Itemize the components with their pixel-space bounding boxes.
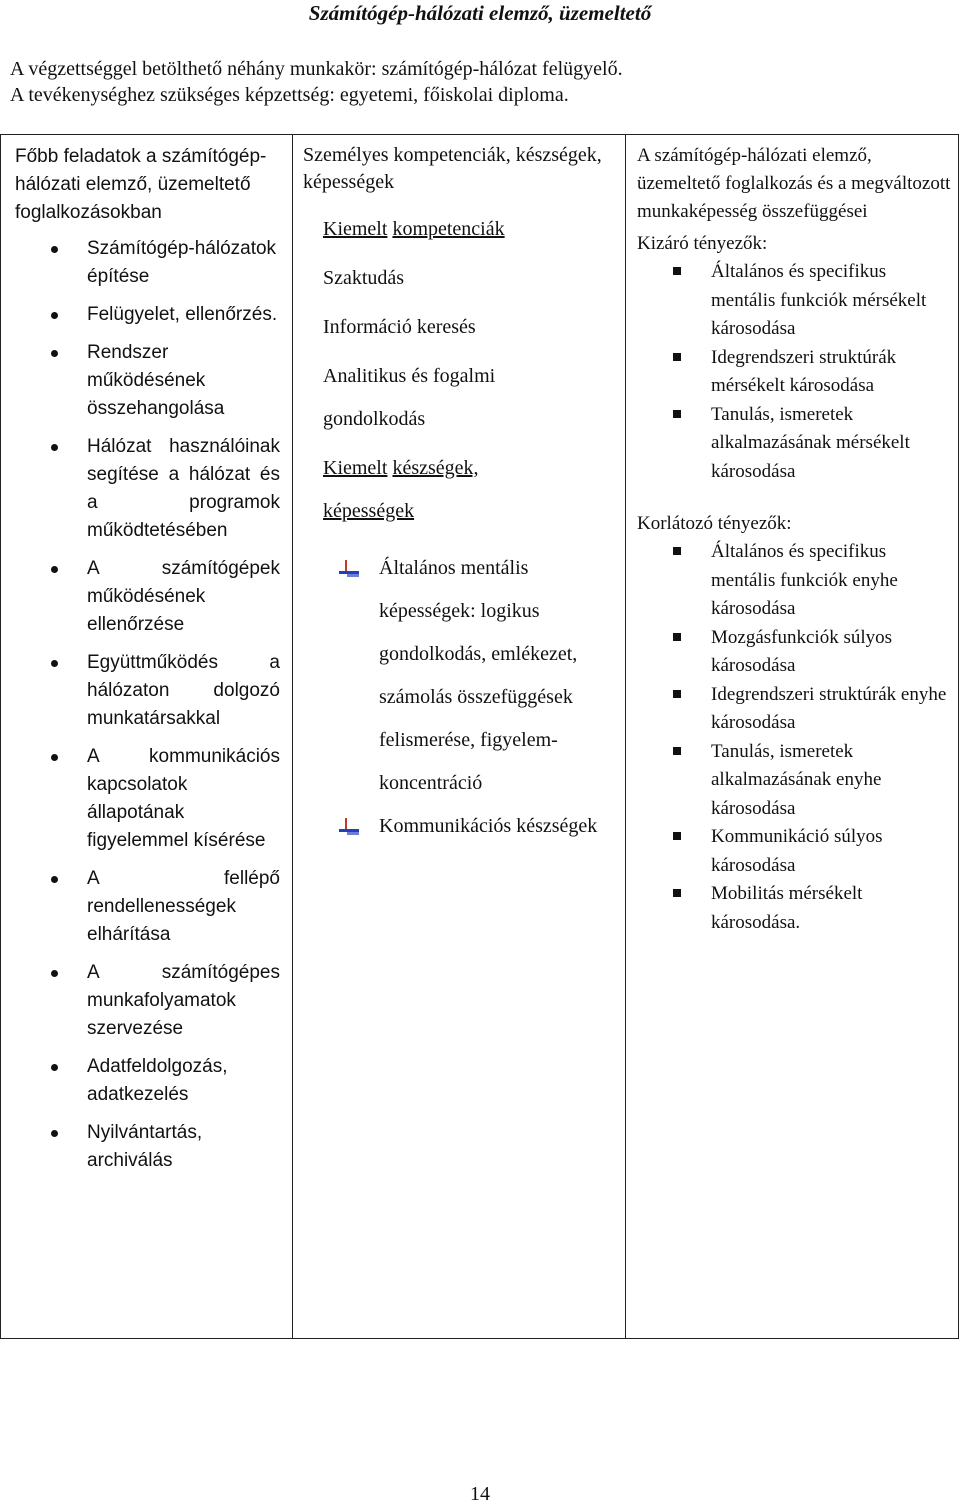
excluding-factors-list (626, 258, 958, 486)
bullet-icon (51, 1064, 58, 1071)
task-item: Hálózat használóinak segítése a hálózat és a programok működtetésében (1, 433, 292, 545)
intro-line-jobs: A végzettséggel betölthető néhány munkakör: számítógép-hálózat felügyelő. (10, 58, 623, 80)
factor-item: Általános és specifikus mentális funkciók enyhe károsodása (626, 538, 958, 624)
square-bullet-icon (673, 267, 681, 275)
limiting-factors-list (626, 538, 958, 937)
bullet-icon (51, 444, 58, 451)
task-item: Nyilvántartás, archiválás (1, 1119, 292, 1175)
work-capacity-column (626, 135, 959, 1339)
excluding-factors-label: Kizáró tényezők: (637, 233, 768, 254)
flag-bullet-icon (339, 818, 359, 836)
square-bullet-icon (673, 633, 681, 641)
task-item: Rendszer működésének összehangolása (1, 339, 292, 423)
intro-text (10, 56, 623, 108)
task-item: Számítógép-hálózatok építése (1, 235, 292, 291)
bullet-icon (51, 246, 58, 253)
competency-item: Információ keresés (323, 316, 476, 338)
square-bullet-icon (673, 353, 681, 361)
skill-item: Kommunikációs készségek (293, 805, 625, 848)
square-bullet-icon (673, 832, 681, 840)
competencies-column (293, 135, 626, 1339)
square-bullet-icon (673, 747, 681, 755)
factor-item: Tanulás, ismeretek alkalmazásának enyhe károsodása (626, 738, 958, 824)
tasks-heading: Főbb feladatok a számítógép-hálózati elemző, üzemeltető foglalkozásokban (15, 146, 267, 223)
tasks-column (1, 135, 293, 1339)
square-bullet-icon (673, 547, 681, 555)
competency-item: Szaktudás (323, 267, 405, 289)
task-item: Együttműködés a hálózaton dolgozó munkatársakkal (1, 649, 292, 733)
task-item: A fellépő rendellenességek elhárítása (1, 865, 292, 949)
key-skills-label: Kiemelt készségek, képességek (323, 457, 479, 522)
factor-item: Idegrendszeri struktúrák enyhe károsodása (626, 681, 958, 738)
task-item: A számítógépes munkafolyamatok szervezése (1, 959, 292, 1043)
bullet-icon (51, 754, 58, 761)
task-item: A kommunikációs kapcsolatok állapotának figyelemmel kísérése (1, 743, 292, 855)
competencies-heading: Személyes kompetenciák, készségek, képességek (303, 144, 602, 193)
bullet-icon (51, 312, 58, 319)
square-bullet-icon (673, 690, 681, 698)
factor-item: Mozgásfunkciók súlyos károsodása (626, 624, 958, 681)
bullet-icon (51, 350, 58, 357)
tasks-list (1, 235, 292, 1175)
task-item: Adatfeldolgozás, adatkezelés (1, 1053, 292, 1109)
square-bullet-icon (673, 410, 681, 418)
bullet-icon (51, 970, 58, 977)
limiting-factors-label: Korlátozó tényezők: (637, 513, 792, 534)
intro-line-qualification: A tevékenységhez szükséges képzettség: egyetemi, főiskolai diploma. (10, 84, 569, 106)
square-bullet-icon (673, 889, 681, 897)
competency-item: Analitikus és fogalmi gondolkodás (323, 365, 496, 430)
key-competencies-label: Kiemelt kompetenciák (323, 218, 505, 240)
factor-item: Tanulás, ismeretek alkalmazásának mérsékelt károsodása (626, 401, 958, 487)
bullet-icon (51, 566, 58, 573)
factor-item: Idegrendszeri struktúrák mérsékelt károsodása (626, 344, 958, 401)
factor-item: Mobilitás mérsékelt károsodása. (626, 880, 958, 937)
skill-item: Általános mentális képességek: logikus gondolkodás, emlékezet, számolás összefüggések felismerése, figyelem-koncentráció (293, 547, 625, 805)
document-title: Számítógép-hálózati elemző, üzemeltető (308, 1, 652, 25)
work-capacity-heading: A számítógép-hálózati elemző, üzemeltető foglalkozás és a megváltozott munkaképesség összefüggései (637, 145, 951, 222)
bullet-icon (51, 660, 58, 667)
bullet-icon (51, 876, 58, 883)
page-number: 14 (470, 1483, 490, 1505)
competency-table (0, 134, 959, 1339)
task-item: Felügyelet, ellenőrzés. (1, 301, 292, 329)
flag-bullet-icon (339, 560, 359, 578)
factor-item: Általános és specifikus mentális funkciók mérsékelt károsodása (626, 258, 958, 344)
task-item: A számítógépek működésének ellenőrzése (1, 555, 292, 639)
factor-item: Kommunikáció súlyos károsodása (626, 823, 958, 880)
bullet-icon (51, 1130, 58, 1137)
